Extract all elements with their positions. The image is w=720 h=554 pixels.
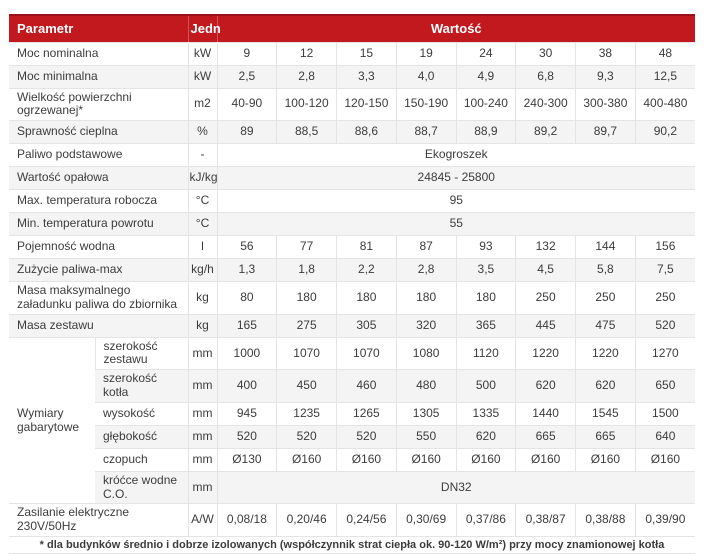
value-cell: 650 [635,370,695,403]
param-label: Paliwo podstawowe [9,144,188,167]
value-cell: 250 [516,282,576,315]
value-cell: 365 [456,314,516,337]
value-cell: 100-120 [277,88,337,121]
table-row [9,504,695,537]
value-cell: 87 [396,236,456,259]
table-row [9,65,695,88]
value-cell: 88,7 [396,121,456,144]
value-cell: 0,39/90 [635,504,695,537]
header-row [9,15,695,42]
value-cell: 180 [456,282,516,315]
table-row [9,42,695,65]
param-sublabel: króćce wodne C.O. [95,471,188,504]
value-cell: 1265 [337,402,397,425]
value-cell: 0,30/69 [396,504,456,537]
value-cell: 1070 [337,337,397,370]
value-cell: 0,37/86 [456,504,516,537]
value-cell: Ø160 [635,448,695,471]
value-cell: 4,5 [516,259,576,282]
table-row [9,236,695,259]
value-cell: 445 [516,314,576,337]
param-label: Pojemność wodna [9,236,188,259]
value-cell: 945 [217,402,277,425]
value-cell: 48 [635,42,695,65]
table-row [9,259,695,282]
table-row [9,88,695,121]
unit-cell: kJ/kg [188,167,217,190]
value-cell: 12,5 [635,65,695,88]
value-cell: 1335 [456,402,516,425]
value-cell: 0,08/18 [217,504,277,537]
value-cell: 620 [576,370,636,403]
group-label: Wymiary gabarytowe [9,337,95,504]
value-cell: 88,9 [456,121,516,144]
spec-table-container [9,14,695,554]
value-cell: 1545 [576,402,636,425]
value-cell: 620 [516,370,576,403]
value-cell: Ø160 [277,448,337,471]
value-cell: 165 [217,314,277,337]
param-sublabel: głębokość [95,425,188,448]
span-value-cell: DN32 [217,471,695,504]
value-cell: 4,9 [456,65,516,88]
value-cell: Ø160 [576,448,636,471]
unit-cell: kg [188,282,217,315]
value-cell: 2,5 [217,65,277,88]
value-cell: 93 [456,236,516,259]
value-cell: Ø130 [217,448,277,471]
value-cell: 120-150 [337,88,397,121]
value-cell: 240-300 [516,88,576,121]
unit-cell: m2 [188,88,217,121]
footnote-text: * dla budynków średnio i dobrze izolowanych (współczynnik strat ciepła ok. 90-120 W/m²) przy mocy znamionowej kotła [9,537,695,554]
param-sublabel: czopuch [95,448,188,471]
value-cell: 450 [277,370,337,403]
spec-table [9,14,695,554]
table-row [9,314,695,337]
footnote-row [9,537,695,554]
value-cell: 56 [217,236,277,259]
value-cell: 460 [337,370,397,403]
value-cell: 1235 [277,402,337,425]
param-sublabel: szerokość kotła [95,370,188,403]
value-cell: 320 [396,314,456,337]
param-label: Zasilanie elektryczne 230V/50Hz [9,504,188,537]
value-cell: Ø160 [516,448,576,471]
value-cell: 88,6 [337,121,397,144]
table-row [9,144,695,167]
value-cell: 2,2 [337,259,397,282]
span-value-cell: 55 [217,213,695,236]
param-label: Max. temperatura robocza [9,190,188,213]
value-cell: 180 [337,282,397,315]
value-cell: 520 [635,314,695,337]
value-cell: 9,3 [576,65,636,88]
value-cell: 1070 [277,337,337,370]
value-cell: 2,8 [277,65,337,88]
value-cell: 15 [337,42,397,65]
unit-cell: mm [188,402,217,425]
value-cell: 3,5 [456,259,516,282]
unit-cell: % [188,121,217,144]
value-cell: 40-90 [217,88,277,121]
span-value-cell: 24845 - 25800 [217,167,695,190]
value-cell: 1305 [396,402,456,425]
param-label: Moc nominalna [9,42,188,65]
value-cell: 520 [217,425,277,448]
value-cell: 30 [516,42,576,65]
value-cell: 7,5 [635,259,695,282]
span-value-cell: 95 [217,190,695,213]
unit-cell: °C [188,190,217,213]
value-cell: 475 [576,314,636,337]
table-row [9,282,695,315]
param-label: Masa zestawu [9,314,188,337]
table-row [9,471,695,504]
value-cell: 1080 [396,337,456,370]
value-cell: 305 [337,314,397,337]
value-cell: Ø160 [337,448,397,471]
unit-cell: °C [188,213,217,236]
unit-cell: - [188,144,217,167]
unit-cell: mm [188,370,217,403]
value-cell: 89,2 [516,121,576,144]
unit-cell: kg/h [188,259,217,282]
table-row [9,213,695,236]
unit-cell: mm [188,471,217,504]
value-cell: 1220 [576,337,636,370]
value-cell: 38 [576,42,636,65]
value-cell: 2,8 [396,259,456,282]
value-cell: 665 [576,425,636,448]
table-row [9,448,695,471]
value-cell: 0,20/46 [277,504,337,537]
value-cell: 81 [337,236,397,259]
value-cell: 3,3 [337,65,397,88]
value-cell: 1,3 [217,259,277,282]
param-sublabel: szerokość zestawu [95,337,188,370]
header-cell-jedn: Jedn [188,15,217,42]
value-cell: 4,0 [396,65,456,88]
value-cell: 250 [576,282,636,315]
value-cell: 520 [277,425,337,448]
table-row [9,337,695,370]
value-cell: 550 [396,425,456,448]
header-cell-parametr: Parametr [9,15,188,42]
value-cell: 144 [576,236,636,259]
value-cell: 1,8 [277,259,337,282]
value-cell: 665 [516,425,576,448]
table-row [9,190,695,213]
value-cell: 640 [635,425,695,448]
value-cell: 1440 [516,402,576,425]
value-cell: 19 [396,42,456,65]
table-row [9,370,695,403]
value-cell: 1500 [635,402,695,425]
param-label: Moc minimalna [9,65,188,88]
table-row [9,402,695,425]
param-label: Min. temperatura powrotu [9,213,188,236]
value-cell: 1120 [456,337,516,370]
value-cell: 89 [217,121,277,144]
value-cell: 0,38/88 [576,504,636,537]
value-cell: 89,7 [576,121,636,144]
value-cell: 180 [396,282,456,315]
value-cell: 300-380 [576,88,636,121]
unit-cell: kg [188,314,217,337]
table-row [9,121,695,144]
value-cell: 156 [635,236,695,259]
table-body [9,42,695,537]
header-cell-wartosc: Wartość [217,15,695,42]
value-cell: 250 [635,282,695,315]
value-cell: 1220 [516,337,576,370]
value-cell: 9 [217,42,277,65]
value-cell: 180 [277,282,337,315]
unit-cell: l [188,236,217,259]
value-cell: 12 [277,42,337,65]
unit-cell: A/W [188,504,217,537]
value-cell: 520 [337,425,397,448]
value-cell: 400 [217,370,277,403]
param-sublabel: wysokość [95,402,188,425]
table-footer [9,537,695,554]
value-cell: 132 [516,236,576,259]
unit-cell: mm [188,337,217,370]
value-cell: 275 [277,314,337,337]
unit-cell: mm [188,448,217,471]
value-cell: 620 [456,425,516,448]
unit-cell: kW [188,42,217,65]
value-cell: 77 [277,236,337,259]
value-cell: 6,8 [516,65,576,88]
unit-cell: mm [188,425,217,448]
value-cell: 90,2 [635,121,695,144]
value-cell: 0,38/87 [516,504,576,537]
table-row [9,167,695,190]
value-cell: 400-480 [635,88,695,121]
value-cell: 150-190 [396,88,456,121]
table-row [9,425,695,448]
param-label: Zużycie paliwa-max [9,259,188,282]
value-cell: Ø160 [456,448,516,471]
value-cell: 24 [456,42,516,65]
value-cell: 1000 [217,337,277,370]
value-cell: 100-240 [456,88,516,121]
param-label: Sprawność cieplna [9,121,188,144]
table-header [9,15,695,42]
param-label: Wartość opałowa [9,167,188,190]
span-value-cell: Ekogroszek [217,144,695,167]
unit-cell: kW [188,65,217,88]
value-cell: 80 [217,282,277,315]
value-cell: 500 [456,370,516,403]
value-cell: 1270 [635,337,695,370]
value-cell: 88,5 [277,121,337,144]
param-label: Masa maksymalnego załadunku paliwa do zbiornika [9,282,188,315]
value-cell: 5,8 [576,259,636,282]
value-cell: 0,24/56 [337,504,397,537]
param-label: Wielkość powierzchni ogrzewanej* [9,88,188,121]
value-cell: Ø160 [396,448,456,471]
value-cell: 480 [396,370,456,403]
